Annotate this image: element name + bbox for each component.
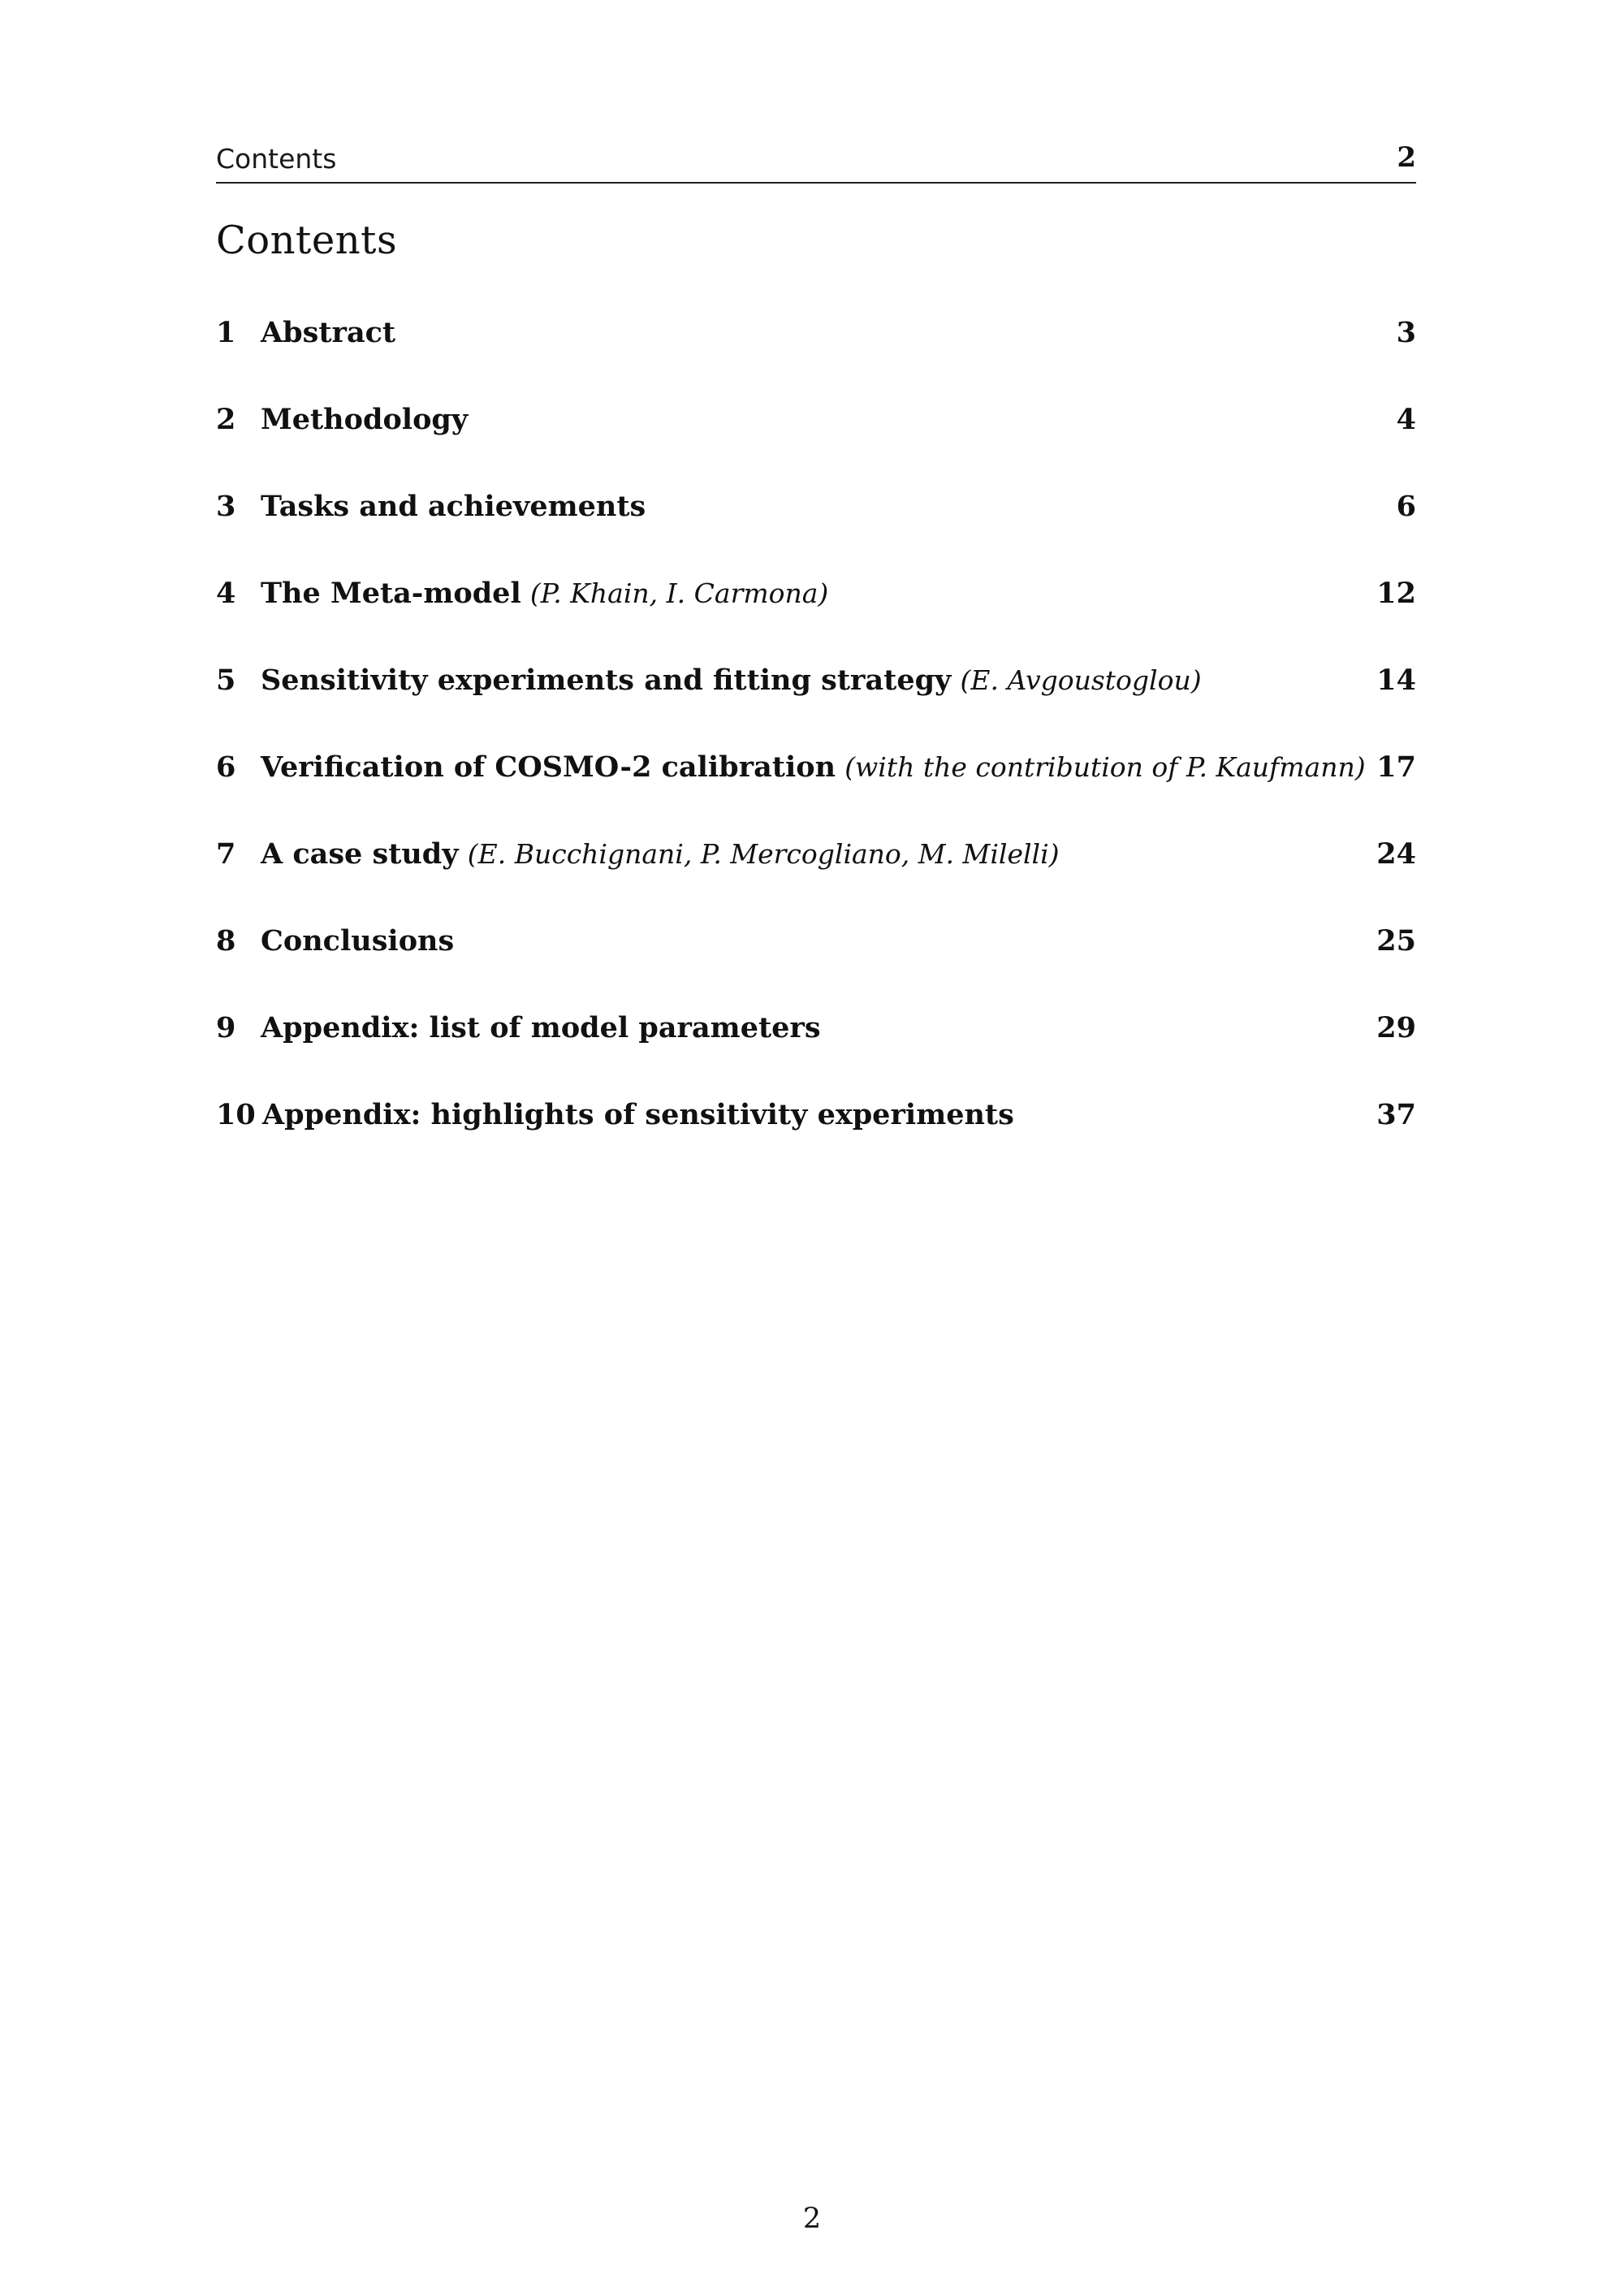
toc-entry-tasks-and-achievements[interactable]: [216, 486, 1416, 573]
running-header-page-number: 2: [1397, 141, 1416, 174]
toc-entry-title: Tasks and achievements: [261, 490, 646, 523]
toc-entry-page: 12: [1376, 577, 1416, 610]
toc-entry-title: Appendix: highlights of sensitivity experiments: [262, 1098, 1014, 1131]
toc-entry-number: 1: [216, 316, 236, 349]
toc-entry-meta-model[interactable]: [216, 573, 1416, 660]
toc-entry-title: Verification of COSMO-2 calibration: [261, 750, 836, 784]
toc-entry-text: [261, 660, 1202, 701]
toc-entry-authors: (P. Khain, I. Carmona): [529, 577, 829, 609]
toc-entry-text: [262, 1095, 1014, 1135]
toc-entry-page: 17: [1376, 750, 1416, 784]
toc-entry-page: 14: [1376, 664, 1416, 697]
toc-entry-text: [261, 747, 1366, 788]
toc-entry-page: 29: [1376, 1011, 1416, 1044]
table-of-contents: [216, 313, 1416, 1182]
toc-entry-title: A case study: [261, 837, 459, 871]
toc-entry-page: 4: [1396, 403, 1416, 436]
toc-entry-number: 2: [216, 403, 236, 436]
toc-entry-number: 8: [216, 924, 236, 958]
toc-entry-title: Sensitivity experiments and fitting strategy: [261, 664, 952, 697]
toc-entry-page: 3: [1396, 316, 1416, 349]
toc-entry-title: Appendix: list of model parameters: [261, 1011, 821, 1044]
toc-entry-case-study[interactable]: [216, 834, 1416, 921]
toc-entry-title: Conclusions: [261, 924, 455, 958]
toc-entry-title: Abstract: [261, 316, 396, 349]
toc-entry-number: 3: [216, 490, 236, 523]
toc-entry-page: 37: [1376, 1098, 1416, 1131]
footer-page-number: 2: [802, 2203, 822, 2235]
toc-entry-verification[interactable]: [216, 747, 1416, 834]
toc-entry-number: 10: [216, 1098, 256, 1131]
toc-entry-appendix-highlights[interactable]: [216, 1095, 1416, 1182]
toc-entry-text: [261, 921, 454, 962]
toc-entry-authors: (E. Avgoustoglou): [960, 664, 1202, 696]
toc-entry-page: 6: [1396, 490, 1416, 523]
toc-entry-number: 6: [216, 750, 236, 784]
toc-entry-authors: (E. Bucchignani, P. Mercogliano, M. Milelli): [467, 838, 1060, 870]
toc-entry-appendix-parameters[interactable]: [216, 1008, 1416, 1095]
toc-entry-number: 7: [216, 837, 236, 871]
toc-entry-methodology[interactable]: [216, 400, 1416, 486]
running-header: [216, 141, 1416, 184]
toc-entry-number: 4: [216, 577, 236, 610]
toc-entry-page: 24: [1376, 837, 1416, 871]
toc-entry-text: [261, 1008, 821, 1049]
toc-entry-number: 5: [216, 664, 236, 697]
toc-entry-conclusions[interactable]: [216, 921, 1416, 1008]
toc-entry-title: The Meta-model: [261, 577, 521, 610]
toc-entry-number: 9: [216, 1011, 236, 1044]
toc-entry-authors: (with the contribution of P. Kaufmann): [844, 751, 1366, 783]
toc-entry-text: [261, 400, 468, 440]
toc-entry-text: [261, 573, 828, 614]
toc-heading: Contents: [216, 218, 398, 263]
toc-entry-text: [261, 486, 646, 527]
toc-entry-sensitivity-experiments[interactable]: [216, 660, 1416, 747]
toc-entry-page: 25: [1376, 924, 1416, 958]
toc-entry-abstract[interactable]: [216, 313, 1416, 400]
toc-entry-text: [261, 834, 1060, 875]
toc-entry-text: [261, 313, 395, 353]
running-header-title: Contents: [216, 143, 337, 175]
toc-entry-title: Methodology: [261, 403, 469, 436]
